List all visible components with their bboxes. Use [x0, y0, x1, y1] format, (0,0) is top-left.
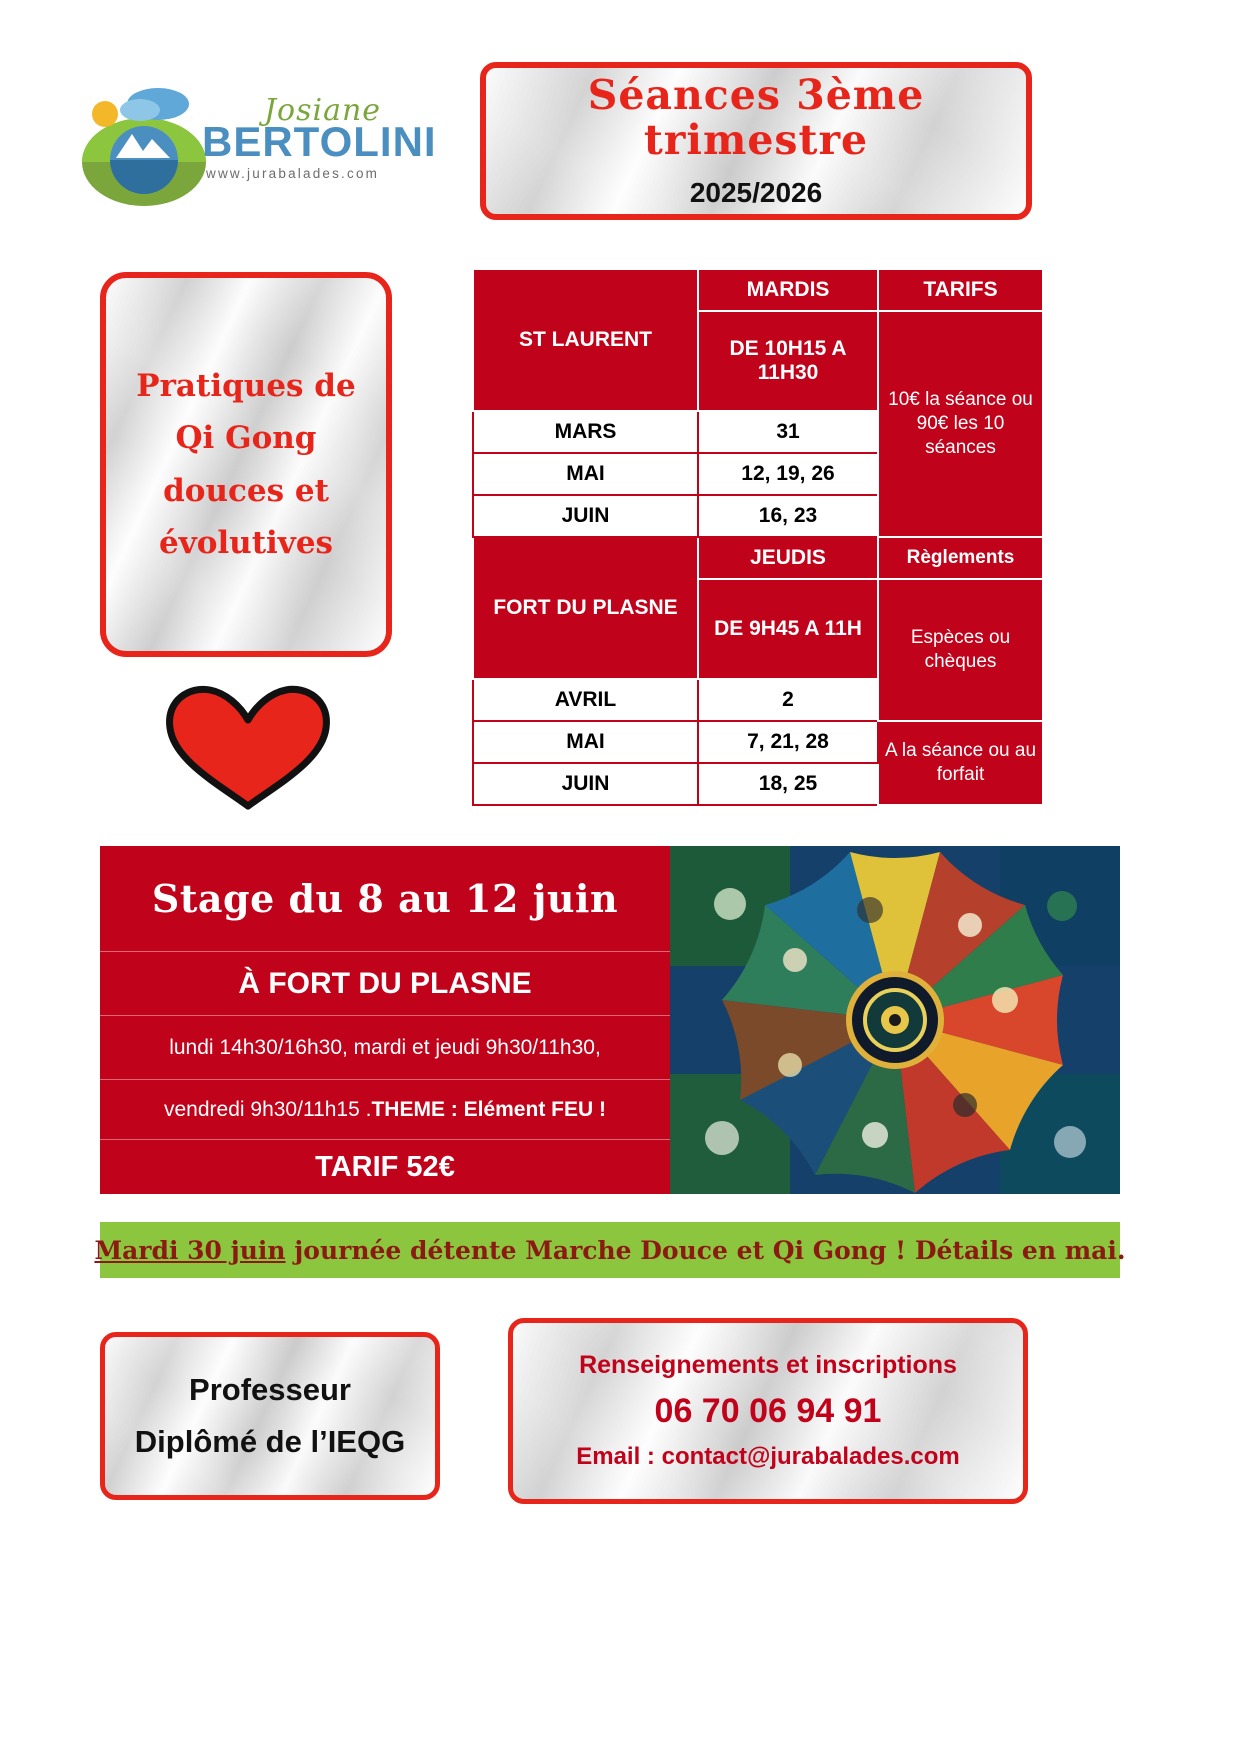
professor-box — [100, 1332, 440, 1500]
cell-hours-fort-du-plasne: DE 9H45 A 11H — [698, 579, 878, 679]
cell-payment-note: A la séance ou au forfait — [878, 721, 1043, 805]
table-row — [473, 721, 1043, 763]
announcement-middle: journée détente Marche Douce et Qi Gong ! — [285, 1235, 907, 1265]
cell-month-avril: AVRIL — [473, 679, 698, 721]
cell-payment-means: Espèces ou chèques — [878, 579, 1043, 721]
stage-price: TARIF 52€ — [315, 1150, 455, 1183]
contact-box — [508, 1318, 1028, 1504]
cell-month-mai-2: MAI — [473, 721, 698, 763]
cell-dates-avril: 2 — [698, 679, 878, 721]
cell-header-tarifs: TARIFS — [878, 269, 1043, 311]
zodiac-wheel-image — [670, 846, 1120, 1194]
stage-title: Stage du 8 au 12 juin — [100, 846, 670, 952]
cell-header-jeudis: JEUDIS — [698, 537, 878, 579]
logo-first-name: Josiane — [264, 93, 382, 128]
practice-line-2: Qi Gong — [175, 420, 317, 457]
cell-dates-mai-2: 7, 21, 28 — [698, 721, 878, 763]
cell-header-reglements: Règlements — [878, 537, 1043, 579]
logo-website: www.jurabalades.com — [206, 166, 380, 182]
cell-month-mars: MARS — [473, 411, 698, 453]
cell-location-st-laurent: ST LAURENT — [473, 269, 698, 411]
announcement-end: Détails en mai. — [906, 1235, 1126, 1265]
practice-line-3: douces et — [163, 472, 329, 509]
cell-month-juin-2: JUIN — [473, 763, 698, 805]
logo-wordmark — [202, 93, 452, 182]
practice-description-box — [100, 272, 392, 657]
practice-line-4: évolutives — [158, 524, 333, 561]
cell-dates-mars: 31 — [698, 411, 878, 453]
professor-line-1: Professeur — [189, 1372, 351, 1407]
cell-location-fort-du-plasne: FORT DU PLASNE — [473, 537, 698, 679]
practice-line-1: Pratiques de — [136, 368, 356, 405]
contact-phone[interactable]: 06 70 06 94 91 — [654, 1392, 882, 1430]
contact-email[interactable]: Email : contact@jurabalades.com — [576, 1443, 960, 1470]
stage-place: À FORT DU PLASNE — [100, 952, 670, 1016]
page-title: Séances 3ème trimestre — [587, 70, 925, 164]
announcement-date: Mardi 30 juin — [94, 1235, 286, 1265]
stage-theme-prefix: vendredi 9h30/11h15 . — [164, 1097, 372, 1121]
page-title-season: 2025/2026 — [689, 177, 823, 209]
stage-theme: THEME : Elément FEU ! — [371, 1097, 606, 1121]
cell-dates-juin-1: 16, 23 — [698, 495, 878, 537]
contact-header: Renseignements et inscriptions — [579, 1351, 957, 1379]
schedule-table — [472, 268, 1044, 806]
table-row — [473, 537, 1043, 579]
page-title-box — [480, 62, 1032, 220]
heart-icon — [158, 680, 338, 810]
stage-details — [100, 846, 670, 1194]
logo-last-name: BERTOLINI — [202, 118, 437, 165]
announcement-text — [94, 1236, 1125, 1265]
stage-theme-row — [100, 1080, 670, 1140]
cell-month-juin-1: JUIN — [473, 495, 698, 537]
logo-mark-icon — [72, 70, 217, 210]
cell-price-info: 10€ la séance ou 90€ les 10 séances — [878, 311, 1043, 537]
cell-dates-mai-1: 12, 19, 26 — [698, 453, 878, 495]
cell-header-mardis: MARDIS — [698, 269, 878, 311]
professor-line-2: Diplômé de l’IEQG — [134, 1424, 406, 1459]
cell-hours-st-laurent: DE 10H15 A 11H30 — [698, 311, 878, 411]
cell-month-mai-1: MAI — [473, 453, 698, 495]
table-row — [473, 269, 1043, 311]
cell-dates-juin-2: 18, 25 — [698, 763, 878, 805]
brand-logo — [72, 70, 452, 215]
stage-hours: lundi 14h30/16h30, mardi et jeudi 9h30/11h30, — [100, 1016, 670, 1080]
announcement-banner — [94, 1222, 1126, 1278]
stage-section — [100, 846, 1120, 1194]
